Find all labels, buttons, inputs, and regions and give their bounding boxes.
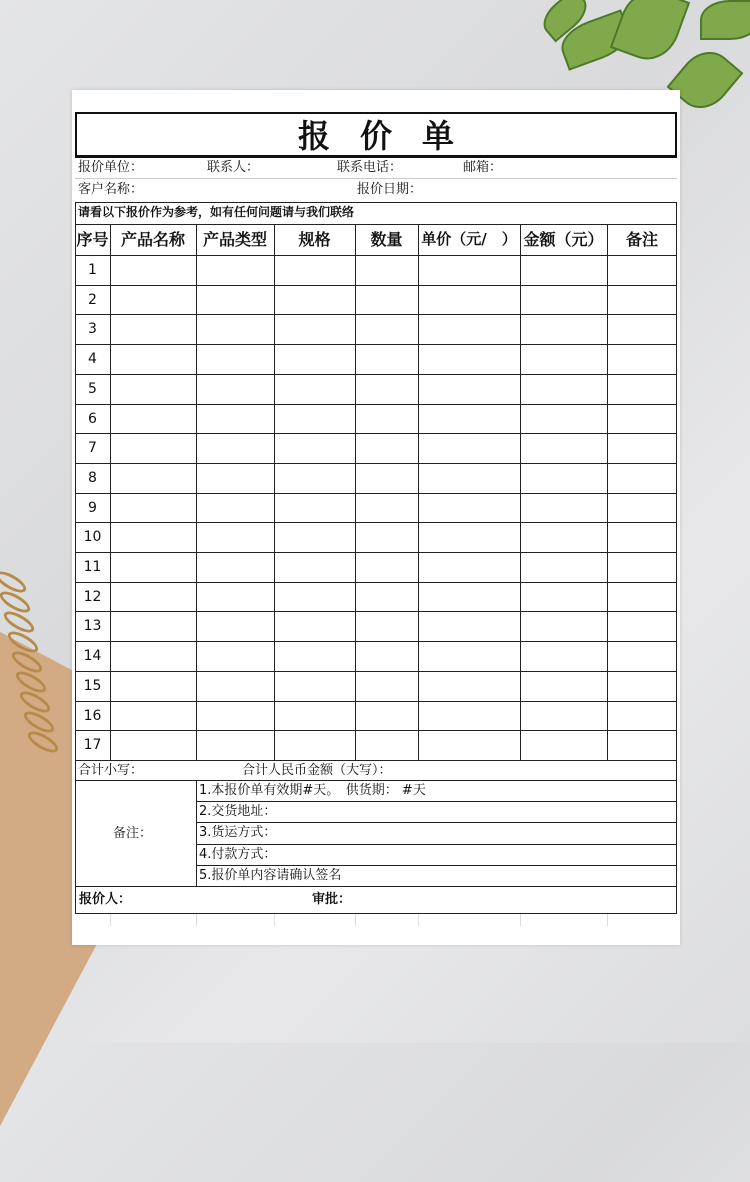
remark-divider [196,801,677,802]
column-header: 规格 [298,230,331,249]
row-divider [75,344,677,345]
page-title: 报价单 [75,112,677,158]
row-divider [75,552,677,553]
remark-item: 2.交货地址： [199,804,277,820]
row-number: 3 [88,321,97,338]
row-divider [75,285,677,286]
row-divider [75,224,677,225]
row-divider [75,671,677,672]
remark-item: 1.本报价单有效期#天。 供货期： #天 [199,783,426,798]
column-divider [520,224,521,760]
phone-label: 联系电话： [337,160,403,175]
row-number: 13 [83,618,102,635]
gridline [110,914,111,926]
row-number: 11 [83,559,102,576]
total-small-label: 合计小写： [78,763,144,778]
row-number: 6 [88,410,97,427]
row-number: 12 [83,588,102,605]
row-divider [75,255,677,256]
row-number: 4 [88,351,97,368]
column-header: 金额（元） [523,230,604,249]
row-number: 17 [83,737,102,754]
gridline [274,914,275,926]
gridline [418,914,419,926]
divider [75,178,677,179]
total-big-label: 合计人民币金额（大写）： [242,763,392,778]
column-divider [274,224,275,760]
row-divider [75,780,677,781]
row-divider [75,522,677,523]
row-divider [75,314,677,315]
row-number: 16 [83,707,102,724]
column-header: 产品类型 [202,230,267,249]
gridline [196,914,197,926]
email-label: 邮箱： [463,160,503,175]
contact-label: 联系人： [207,160,260,175]
row-number: 7 [88,440,97,457]
remark-item: 5.报价单内容请确认签名 [199,867,342,883]
column-header: 产品名称 [120,230,185,249]
remark-divider [196,844,677,845]
row-number: 5 [88,380,97,397]
row-divider [75,374,677,375]
row-divider [75,760,677,761]
row-number: 9 [88,499,97,516]
row-divider [75,641,677,642]
row-divider [75,404,677,405]
row-divider [75,582,677,583]
column-divider [196,224,197,760]
approver-label: 审批： [312,892,352,907]
row-divider [75,463,677,464]
remark-item: 4.付款方式： [199,846,277,862]
column-header: 序号 [76,230,109,249]
column-header: 单价（元/ ） [421,230,517,248]
remark-divider [196,865,677,866]
row-divider [75,886,677,887]
column-header: 备注 [625,230,658,249]
notice-text: 请看以下报价作为参考，如有任何问题请与我们联络 [78,205,355,219]
column-divider [607,224,608,760]
column-divider [355,224,356,760]
gridline [607,914,608,926]
column-divider [196,780,197,886]
row-number: 15 [83,677,102,694]
row-number: 10 [83,529,102,546]
row-divider [75,701,677,702]
gridline [520,914,521,926]
column-header: 数量 [370,230,403,249]
quote-table [75,202,677,914]
remark-item: 3.货运方式： [199,825,277,841]
row-divider [75,493,677,494]
row-divider [75,611,677,612]
remark-divider [196,822,677,823]
row-number: 14 [83,648,102,665]
gridline [355,914,356,926]
row-number: 2 [88,291,97,308]
column-divider [110,224,111,760]
row-number: 8 [88,469,97,486]
quoter-label: 报价人： [79,892,132,907]
customer-label: 客户名称： [78,182,144,197]
quote-unit-label: 报价单位： [78,160,144,175]
row-divider [75,730,677,731]
row-divider [75,433,677,434]
date-label: 报价日期： [357,182,423,197]
remarks-label: 备注： [113,826,153,841]
row-number: 1 [88,262,97,278]
column-divider [418,224,419,760]
